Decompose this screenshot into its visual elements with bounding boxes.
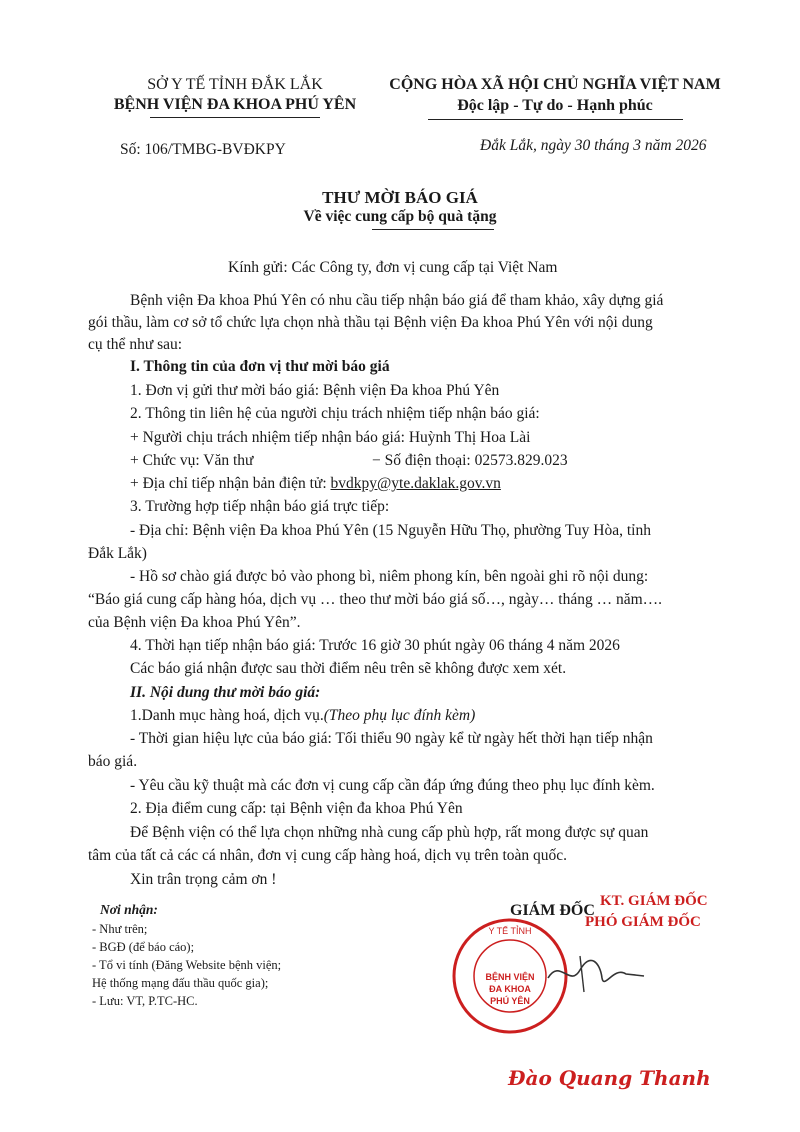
contact-person: + Người chịu trách nhiệm tiếp nhận báo giá: Huỳnh Thị Hoa Lài [130,429,531,446]
hospital-underline [150,117,320,118]
section-2-item-1 [130,706,475,726]
envelope-line-1: - Hồ sơ chào giá được bỏ vào phong bì, niêm phong kín, bên ngoài ghi rõ nội dung: [130,568,649,585]
thanks: Xin trân trọng cảm ơn ! [130,871,277,888]
goods-list-note: (Theo phụ lục đính kèm) [323,707,476,724]
document-title: THƯ MỜI BÁO GIÁ [322,188,478,207]
intro-line-2: gói thầu, làm cơ sở tổ chức lựa chọn nhà thầu tại Bệnh viện Đa khoa Phú Yên với nội dung [88,314,653,331]
technical-requirements: - Yêu cầu kỹ thuật mà các đơn vị cung cấp cần đáp ứng đúng theo phụ lục đính kèm. [130,777,655,794]
hospital-name: BỆNH VIỆN ĐA KHOA PHÚ YÊN [113,96,357,113]
contact-phone: − Số điện thoại: 02573.829.023 [372,452,568,469]
deputy-director: PHÓ GIÁM ĐỐC [585,914,701,930]
section-1-item-3: 3. Trường hợp tiếp nhận báo giá trực tiếp: [130,498,390,515]
section-1-item-2: 2. Thông tin liên hệ của người chịu trách nhiệm tiếp nhận báo giá: [130,405,540,422]
deadline-note: Các báo giá nhận được sau thời điểm nêu trên sẽ không được xem xét. [130,660,567,677]
motto-underline [428,119,683,120]
recipient-3: - Tổ vi tính (Đăng Website bệnh viện; [92,958,282,972]
section-2-title: II. Nội dung thư mời báo giá: [130,684,321,701]
section-1-title: I. Thông tin của đơn vị thư mời báo giá [130,358,390,375]
signer-name: Đào Quang Thanh [508,1066,711,1090]
stamp-top-text: Y TẾ TỈNH [488,926,532,936]
intro-line-3: cụ thể như sau: [88,336,183,353]
subject-underline [372,229,494,230]
delivery-location: 2. Địa điểm cung cấp: tại Bệnh viện đa khoa Phú Yên [130,800,463,817]
national-title: CỘNG HÒA XÃ HỘI CHỦ NGHĨA VIỆT NAM [389,76,721,93]
email-link[interactable]: bvdkpy@yte.daklak.gov.vn [330,475,501,492]
agency-name: SỞ Y TẾ TỈNH ĐẮK LẮK [147,76,323,93]
recipient-4: Hệ thống mạng đấu thầu quốc gia); [92,976,269,990]
greeting: Kính gửi: Các Công ty, đơn vị cung cấp tại Việt Nam [228,259,558,276]
svg-text:ĐA KHOA: ĐA KHOA [489,984,531,994]
envelope-line-2: “Báo giá cung cấp hàng hóa, dịch vụ … theo thư mời báo giá số…, ngày… tháng … năm…. [88,591,663,608]
closing-line-1: Để Bệnh viện có thể lựa chọn những nhà cung cấp phù hợp, rất mong được sự quan [130,824,649,841]
national-motto: Độc lập - Tự do - Hạnh phúc [457,97,653,114]
handwritten-signature [540,948,650,998]
recipient-5: - Lưu: VT, P.TC-HC. [92,994,198,1008]
email-label: + Địa chỉ tiếp nhận bản điện tử: [130,475,331,492]
address-line-2: Đắk Lắk) [88,545,147,562]
kt-director: KT. GIÁM ĐỐC [600,893,708,909]
recipient-1: - Như trên; [92,922,148,936]
recipients-title: Nơi nhận: [100,902,158,917]
deadline: 4. Thời hạn tiếp nhận báo giá: Trước 16 giờ 30 phút ngày 06 tháng 4 năm 2026 [130,637,620,654]
address-line-1: - Địa chỉ: Bệnh viện Đa khoa Phú Yên (15 Nguyễn Hữu Thọ, phường Tuy Hòa, tỉnh [130,522,651,539]
intro-line-1: Bệnh viện Đa khoa Phú Yên có nhu cầu tiếp nhận báo giá để tham khảo, xây dựng giá [130,292,664,309]
date-line: Đắk Lắk, ngày 30 tháng 3 năm 2026 [480,137,707,154]
document-number: Số: 106/TMBG-BVĐKPY [120,141,286,158]
signature-title: GIÁM ĐỐC [510,902,595,919]
validity-line-1: - Thời gian hiệu lực của báo giá: Tối thiểu 90 ngày kể từ ngày hết thời hạn tiếp nhận [130,730,653,747]
section-1-item-1: 1. Đơn vị gửi thư mời báo giá: Bệnh viện Đa khoa Phú Yên [130,382,500,399]
envelope-line-3: của Bệnh viện Đa khoa Phú Yên”. [88,614,301,631]
svg-text:PHÚ YÊN: PHÚ YÊN [490,996,530,1006]
email-line [130,474,501,494]
closing-line-2: tâm của tất cả các cá nhân, đơn vị cung cấp hàng hoá, dịch vụ trên toàn quốc. [88,847,568,864]
contact-role: + Chức vụ: Văn thư [130,452,254,469]
validity-line-2: báo giá. [88,753,138,770]
stamp-center-text: BỆNH VIỆN [485,972,535,982]
recipient-2: - BGĐ (để báo cáo); [92,940,195,954]
goods-list-label: 1.Danh mục hàng hoá, dịch vụ. [130,707,324,724]
document-subject: Về việc cung cấp bộ quà tặng [303,208,497,225]
